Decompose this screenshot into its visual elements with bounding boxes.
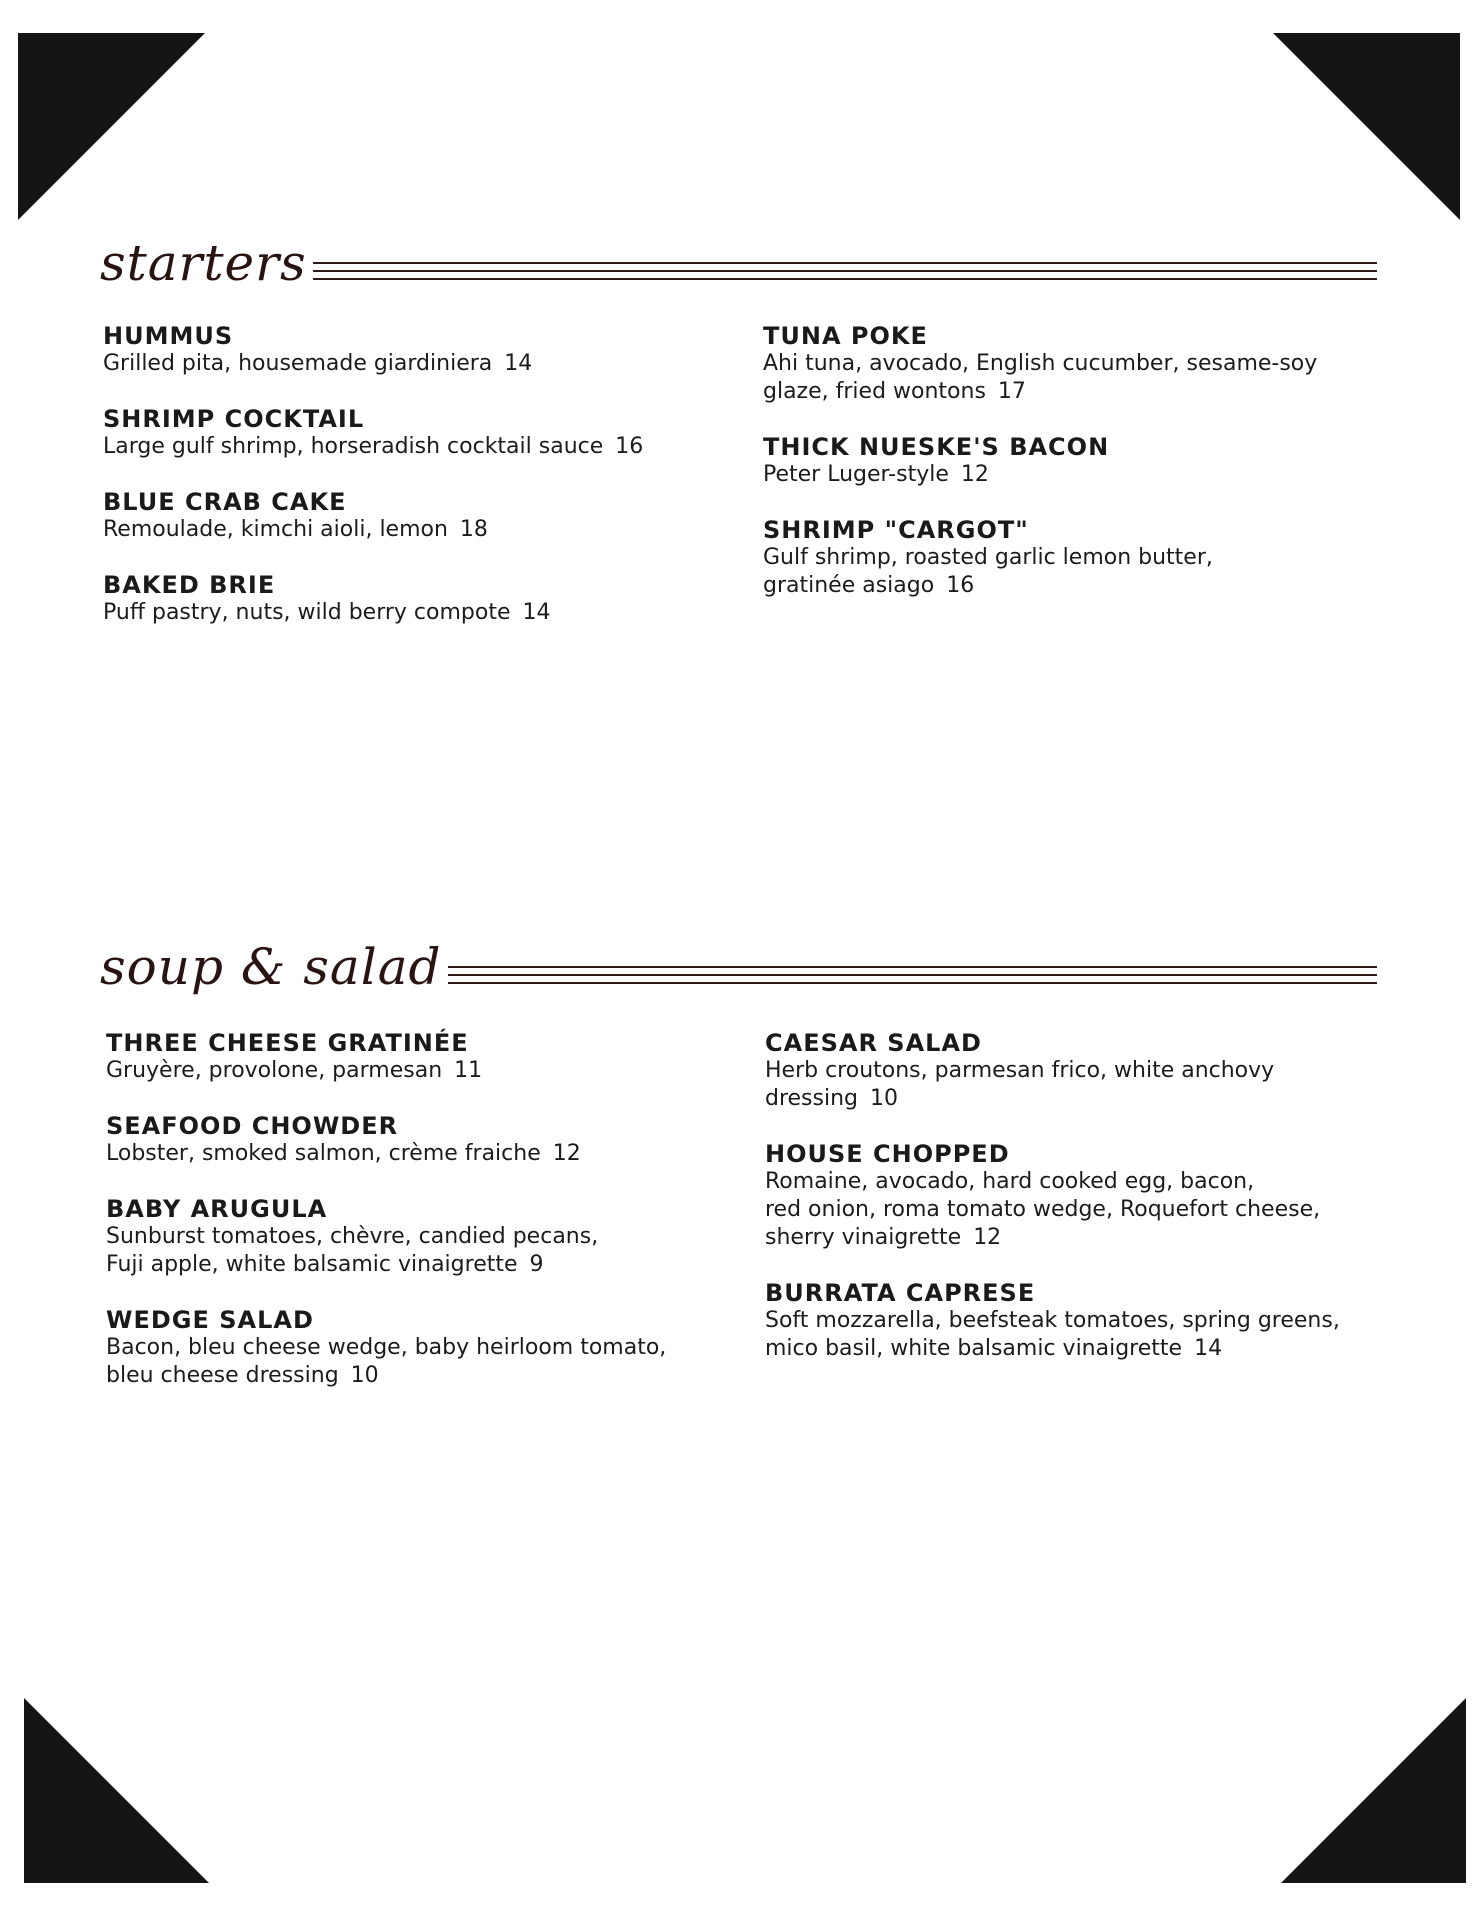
menu-item [765,1279,1405,1363]
item-name: SEAFOOD CHOWDER [106,1112,399,1140]
menu-item [103,571,703,627]
starters-right-column [763,322,1393,627]
item-desc-text: Bacon, bleu cheese wedge, baby heirloom tomato, bleu cheese dressing [106,1335,667,1388]
item-description [106,1334,736,1390]
item-description [763,350,1393,406]
item-name: BAKED BRIE [103,571,276,599]
item-name: WEDGE SALAD [106,1306,314,1334]
item-description [765,1307,1405,1363]
item-name: SHRIMP "CARGOT" [763,516,1029,544]
soup-salad-rule-lines [448,966,1377,984]
menu-item [103,405,703,461]
item-description [103,433,703,461]
menu-item [106,1306,736,1390]
soup-salad-left-column [106,1029,736,1417]
item-price: 11 [454,1058,483,1083]
item-description [106,1140,736,1168]
menu-item [103,488,703,544]
soup-salad-header [100,938,1377,996]
menu-item [765,1140,1405,1252]
item-price: 17 [997,379,1026,404]
item-name: BURRATA CAPRESE [765,1279,1036,1307]
item-desc-text: Large gulf shrimp, horseradish cocktail sauce [103,434,604,459]
item-name: HOUSE CHOPPED [765,1140,1010,1168]
item-desc-text: Herb croutons, parmesan frico, white anchovy dressing [765,1058,1275,1111]
item-desc-text: Gulf shrimp, roasted garlic lemon butter, gratinée asiago [763,545,1213,598]
corner-decoration-top-left [18,33,205,220]
item-desc-text: Romaine, avocado, hard cooked egg, bacon, red onion, roma tomato wedge, Roquefort cheese, sherry vinaigrette [765,1169,1321,1250]
item-name: HUMMUS [103,322,234,350]
menu-item [106,1112,736,1168]
item-price: 9 [529,1252,544,1277]
item-name: SHRIMP COCKTAIL [103,405,365,433]
item-description [765,1168,1405,1252]
item-description [106,1223,736,1279]
menu-item [106,1029,736,1085]
item-name: TUNA POKE [763,322,928,350]
item-description [103,599,703,627]
item-name: BLUE CRAB CAKE [103,488,347,516]
item-desc-text: Ahi tuna, avocado, English cucumber, sesame-soy glaze, fried wontons [763,351,1318,404]
item-price: 12 [552,1141,581,1166]
corner-decoration-bottom-left [24,1698,209,1883]
item-desc-text: Puff pastry, nuts, wild berry compote [103,600,511,625]
menu-item [765,1029,1405,1113]
item-desc-text: Sunburst tomatoes, chèvre, candied pecans, Fuji apple, white balsamic vinaigrette [106,1224,599,1277]
menu-item [106,1195,736,1279]
item-desc-text: Lobster, smoked salmon, crème fraiche [106,1141,541,1166]
item-desc-text: Grilled pita, housemade giardiniera [103,351,493,376]
item-description [103,350,703,378]
starters-left-column [103,322,703,654]
starters-rule-lines [313,262,1377,280]
item-price: 10 [870,1086,899,1111]
item-name: BABY ARUGULA [106,1195,328,1223]
menu-item [763,433,1393,489]
item-name: THICK NUESKE'S BACON [763,433,1110,461]
corner-decoration-bottom-right [1281,1698,1466,1883]
menu-item [763,322,1393,406]
item-desc-text: Soft mozzarella, beefsteak tomatoes, spring greens, mico basil, white balsamic vinaigrette [765,1308,1340,1361]
item-price: 14 [504,351,533,376]
item-description [106,1057,736,1085]
item-price: 10 [350,1363,379,1388]
item-description [763,544,1393,600]
item-desc-text: Gruyère, provolone, parmesan [106,1058,443,1083]
menu-item [103,322,703,378]
item-description [763,461,1393,489]
item-price: 16 [615,434,644,459]
item-name: THREE CHEESE GRATINÉE [106,1029,469,1057]
item-price: 16 [946,573,975,598]
starters-header [100,234,1377,292]
item-price: 14 [1194,1336,1223,1361]
item-price: 14 [522,600,551,625]
item-name: CAESAR SALAD [765,1029,982,1057]
item-description [765,1057,1405,1113]
corner-decoration-top-right [1273,33,1460,220]
soup-salad-title: soup & salad [100,938,442,996]
starters-title: starters [100,234,307,292]
item-price: 12 [973,1225,1002,1250]
item-price: 18 [459,517,488,542]
item-description [103,516,703,544]
item-desc-text: Peter Luger-style [763,462,949,487]
menu-item [763,516,1393,600]
item-price: 12 [960,462,989,487]
soup-salad-right-column [765,1029,1405,1390]
item-desc-text: Remoulade, kimchi aioli, lemon [103,517,448,542]
